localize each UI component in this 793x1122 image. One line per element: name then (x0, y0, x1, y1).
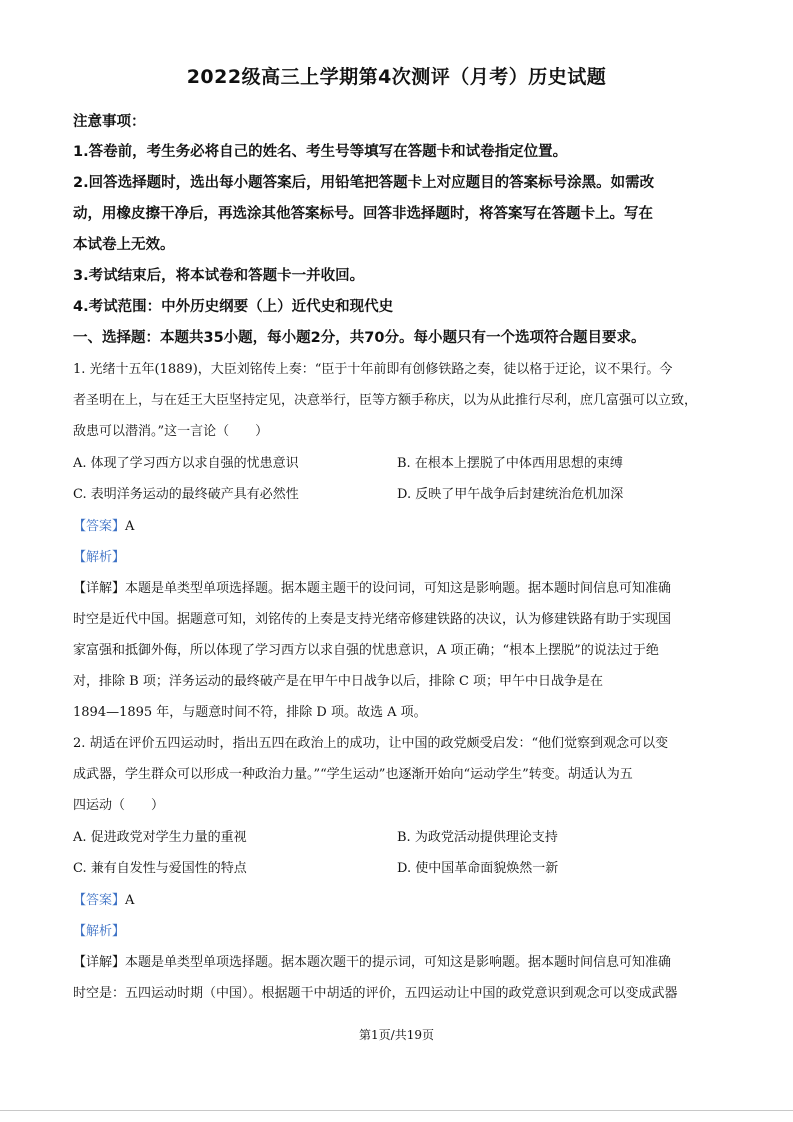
bottom-divider (0, 1110, 793, 1111)
q2-stem-line-3: 四运动（ ） (73, 798, 165, 813)
q2-stem-line-1: 2. 胡适在评价五四运动时，指出五四在政治上的成功，让中国的政党颇受启发：“他们觉察到观念可以变 (73, 736, 669, 751)
q2-option-d: D. 使中国革命面貌焕然一新 (397, 861, 559, 876)
q1-stem-line-1: 1. 光绪十五年(1889)，大臣刘铭传上奏：“臣于十年前即有创修铁路之奏，徒以格于迂论，议不果行。今 (73, 362, 673, 377)
page-title: 2022级高三上学期第4次测评（月考）历史试题 (186, 66, 607, 88)
q2-answer-value: A (125, 893, 135, 908)
q2-analysis-label: 【解析】 (73, 924, 126, 939)
q1-option-c: C. 表明洋务运动的最终破产具有必然性 (73, 487, 299, 502)
notice-item-2-end: 本试卷上无效。 (73, 237, 175, 253)
q1-detail-line-4: 对，排除 B 项；洋务运动的最终破产是在甲午中日战争以后，排除 C 项；甲午中日战争是在 (73, 674, 604, 689)
notice-item-1: 1.答卷前，考生务必将自己的姓名、考生号等填写在答题卡和试卷指定位置。 (73, 144, 568, 160)
q1-option-b: B. 在根本上摆脱了中体西用思想的束缚 (397, 456, 623, 471)
q1-detail-line-3: 家富强和抵御外侮，所以体现了学习西方以求自强的忧患意识，A 项正确；“根本上摆脱”的说法过于绝 (73, 643, 659, 658)
q2-detail-line-1: 【详解】本题是单类型单项选择题。据本题次题干的提示词，可知这是影响题。据本题时间信息可知准确 (73, 955, 672, 970)
q2-stem-line-2: 成武器，学生群众可以形成一种政治力量。”“学生运动”也逐渐开始向“运动学生”转变。胡适认为五 (73, 767, 633, 782)
q1-stem-line-3: 敌患可以潜消。”这一言论（ ） (73, 424, 269, 439)
q1-option-d: D. 反映了甲午战争后封建统治危机加深 (397, 487, 624, 502)
q1-answer-value: A (125, 519, 135, 534)
notice-item-4: 4.考试范围：中外历史纲要（上）近代史和现代史 (73, 299, 394, 315)
q1-analysis-label: 【解析】 (73, 550, 126, 565)
notice-item-3: 3.考试结束后，将本试卷和答题卡一并收回。 (73, 268, 365, 284)
q1-detail-line-1: 【详解】本题是单类型单项选择题。据本题主题干的设问词，可知这是影响题。据本题时间信息可知准确 (73, 581, 672, 596)
q2-option-a: A. 促进政党对学生力量的重视 (73, 830, 247, 845)
q1-detail-line-5: 1894—1895 年，与题意时间不符，排除 D 项。故选 A 项。 (73, 705, 427, 720)
q1-answer-label: 【答案】 (73, 519, 126, 534)
q2-option-c: C. 兼有自发性与爱国性的特点 (73, 861, 247, 876)
q1-detail-line-2: 时空是近代中国。据题意可知，刘铭传的上奏是支持光绪帝修建铁路的决议，认为修建铁路有助于实现国 (73, 612, 672, 627)
q1-answer (73, 515, 134, 534)
q1-analysis (73, 546, 125, 565)
q2-detail-line-2: 时空是：五四运动时期（中国）。根据题干中胡适的评价，五四运动让中国的政党意识到观念可以变成武器 (73, 986, 678, 1001)
q2-answer (73, 889, 134, 908)
q1-stem-line-2: 者圣明在上，与在廷王大臣坚持定见，决意举行，臣等方额手称庆，以为从此推行尽利，庶几富强可以立致， (73, 393, 698, 408)
q2-analysis (73, 920, 125, 939)
q1-option-a: A. 体现了学习西方以求自强的忧患意识 (73, 456, 299, 471)
notice-item-2: 2.回答选择题时，选出每小题答案后，用铅笔把答题卡上对应题目的答案标号涂黑。如需改 (73, 175, 655, 191)
q2-option-b: B. 为政党活动提供理论支持 (397, 830, 558, 845)
q2-answer-label: 【答案】 (73, 893, 126, 908)
notice-item-2-cont: 动，用橡皮擦干净后，再选涂其他答案标号。回答非选择题时，将答案写在答题卡上。写在 (73, 206, 653, 222)
notice-heading: 注意事项： (73, 114, 146, 130)
section-heading: 一、选择题：本题共35小题，每小题2分，共70分。每小题只有一个选项符合题目要求。 (73, 330, 646, 346)
page-number: 第1页/共19页 (359, 1028, 434, 1042)
